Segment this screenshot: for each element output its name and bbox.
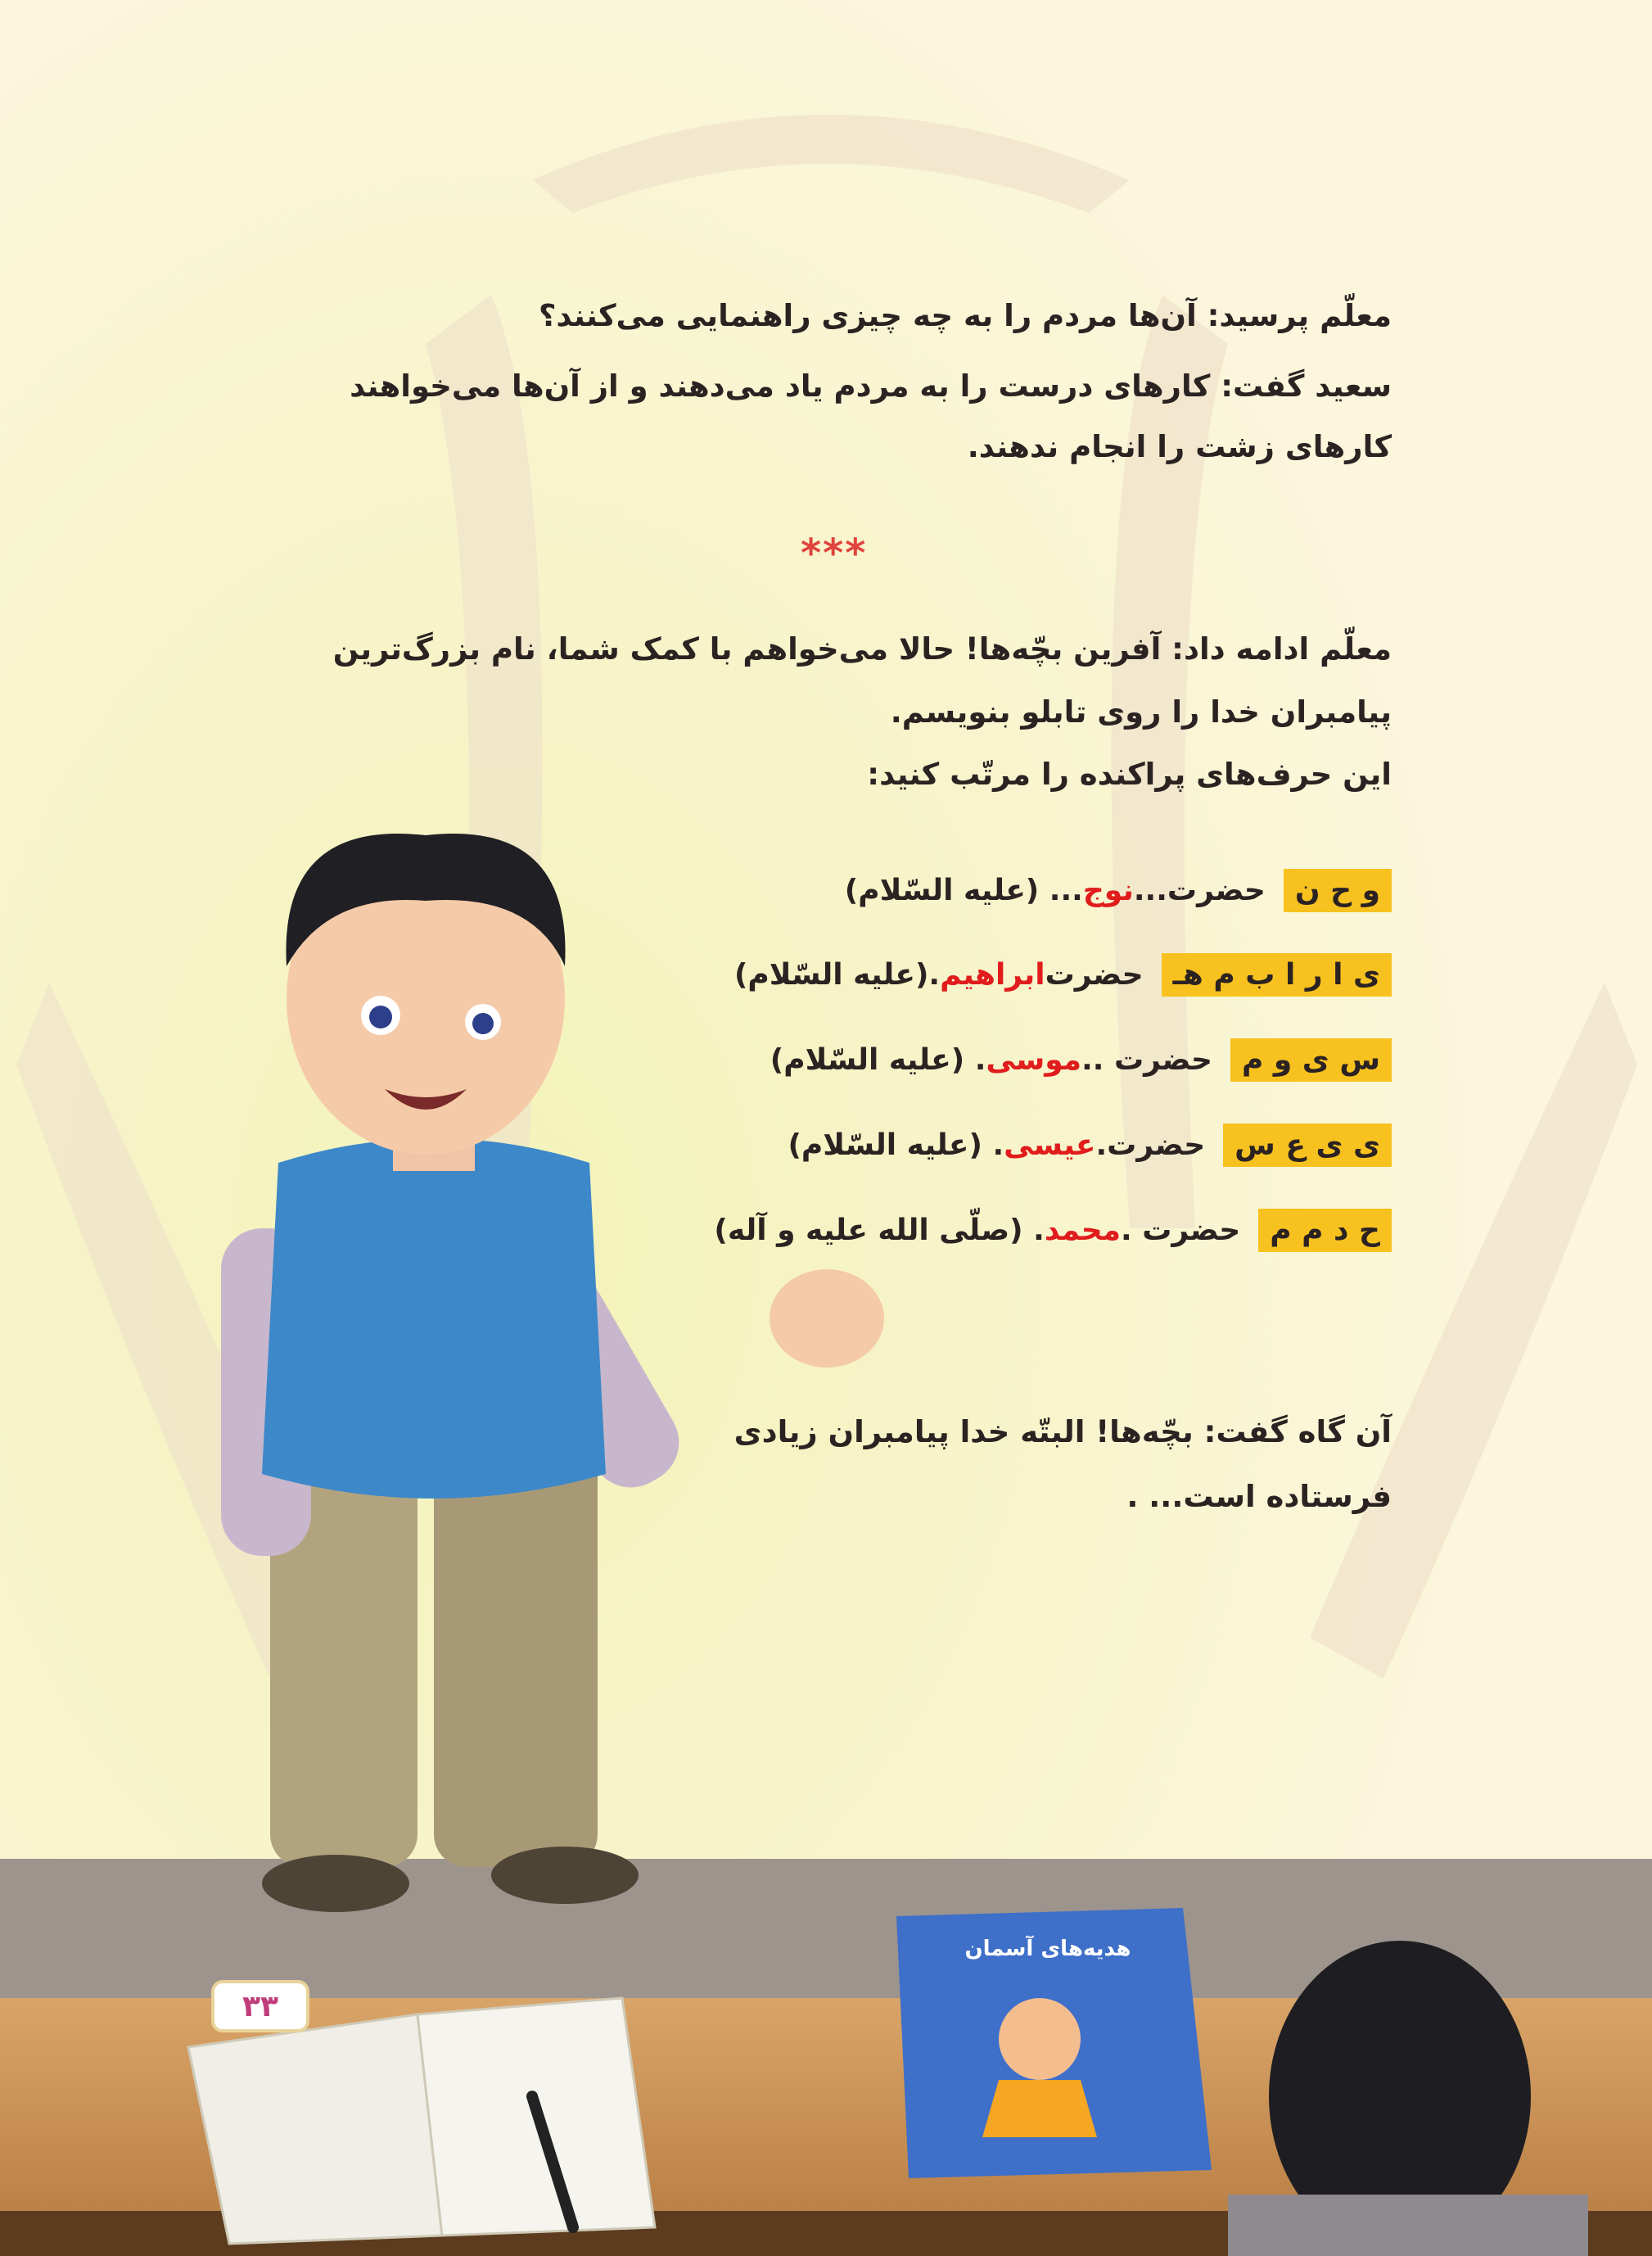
paragraph-instruction: این حرف‌های پراکنده را مرتّب کنید: xyxy=(867,757,1392,792)
answer-text: موسی xyxy=(986,1042,1082,1077)
row-suffix: .(علیه السّلام) xyxy=(733,957,941,992)
paragraph-teacher-continue-2: پیامبران خدا را روی تابلو بنویسم. xyxy=(890,694,1392,730)
row-prefix: حضرت . xyxy=(1121,1213,1241,1247)
scrambled-letters: و ح ن xyxy=(1284,869,1392,912)
row-prefix: حضرت .. xyxy=(1081,1042,1212,1077)
exercise-row xyxy=(788,1120,1392,1169)
paragraph-saeed-answer-cont: کارهای زشت را انجام ندهند. xyxy=(967,429,1392,464)
exercise-row xyxy=(714,1205,1392,1255)
scrambled-letters: ی ی ع س xyxy=(1223,1123,1392,1167)
section-divider-stars: *** xyxy=(801,531,868,576)
row-prefix: حضرت xyxy=(1045,957,1144,992)
paragraph-closing-cont: فرستاده است... . xyxy=(1126,1479,1392,1514)
paragraph-closing: آن گاه گفت: بچّه‌ها! البتّه خدا پیامبران زیادی xyxy=(733,1414,1392,1449)
row-prefix: حضرت. xyxy=(1095,1128,1206,1162)
row-suffix: . (علیه السّلام) xyxy=(788,1128,1004,1162)
answer-text: نوج xyxy=(1082,873,1134,907)
exercise-row xyxy=(734,950,1392,999)
paragraph-saeed-answer: سعید گفت: کارهای درست را به مردم یاد می‌دهند و از آن‌ها می‌خواهند xyxy=(350,368,1392,404)
answer-text: ابراهیم xyxy=(940,957,1045,992)
exercise-row xyxy=(845,866,1392,915)
row-suffix: ... (علیه السّلام) xyxy=(844,873,1083,907)
row-prefix: حضرت... xyxy=(1133,873,1266,907)
row-suffix: . (علیه السّلام) xyxy=(770,1042,986,1077)
scrambled-letters: ی ا ر ا ب م هـ xyxy=(1162,953,1392,997)
row-suffix: . (صلّی الله علیه و آله) xyxy=(714,1213,1045,1247)
paragraph-teacher-question: معلّم پرسید: آن‌ها مردم را به چه چیزی راهنمایی می‌کنند؟ xyxy=(538,298,1392,333)
exercise-row xyxy=(770,1035,1392,1084)
book-cover-title: هدیه‌های آسمان xyxy=(964,1937,1131,1961)
scrambled-letters: ح د م م xyxy=(1258,1209,1392,1252)
paragraph-teacher-continue: معلّم ادامه داد: آفرین بچّه‌ها! حالا می‌خواهم با کمک شما، نام بزرگ‌ترین xyxy=(332,631,1392,667)
answer-text: عیسی xyxy=(1004,1128,1096,1162)
scrambled-letters: س ی و م xyxy=(1230,1038,1392,1082)
answer-text: محمد xyxy=(1044,1213,1121,1247)
page-number: ۳۳ xyxy=(211,1980,309,2032)
